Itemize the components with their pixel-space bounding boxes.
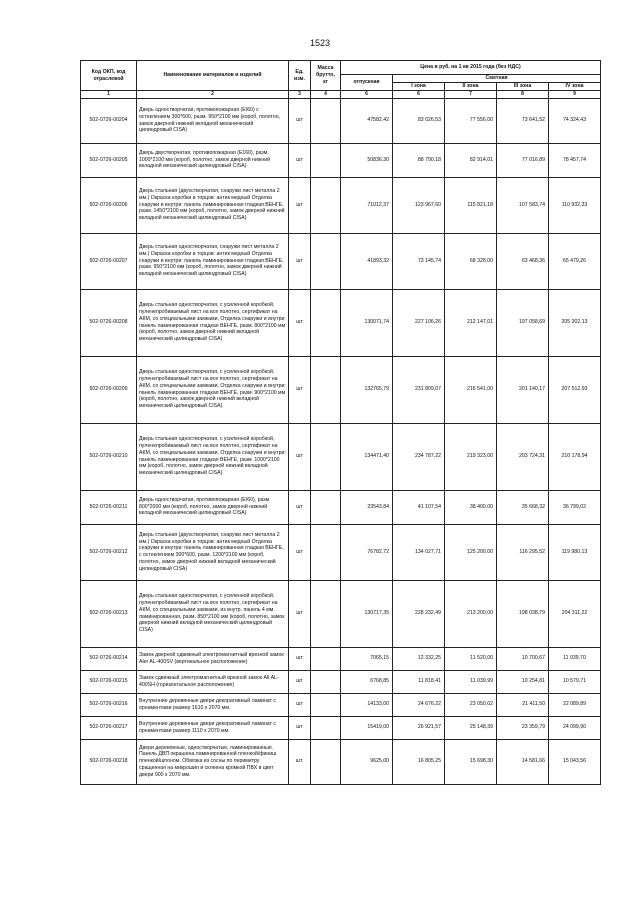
table-row bbox=[81, 739, 601, 784]
unit: шт bbox=[289, 423, 311, 490]
table-body bbox=[81, 98, 601, 784]
table-row bbox=[81, 647, 601, 670]
okp-code: 502-0726-00206 bbox=[81, 177, 137, 233]
okp-code: 502-0726-00210 bbox=[81, 423, 137, 490]
unit: шт bbox=[289, 233, 311, 289]
okp-code: 502-0726-00212 bbox=[81, 524, 137, 580]
okp-code: 502-0726-00215 bbox=[81, 670, 137, 693]
zone-4-price: 205 302,13 bbox=[549, 289, 601, 356]
okp-code: 502-0726-00218 bbox=[81, 739, 137, 784]
header-release: отпускная bbox=[341, 75, 393, 91]
unit: шт bbox=[289, 580, 311, 647]
zone-4-price: 119 980,13 bbox=[549, 524, 601, 580]
release-price: 50836,30 bbox=[341, 143, 393, 177]
unit: шт bbox=[289, 670, 311, 693]
zone-3-price: 14 581,66 bbox=[497, 739, 549, 784]
gross-mass bbox=[311, 716, 341, 739]
gross-mass bbox=[311, 98, 341, 143]
unit: шт bbox=[289, 490, 311, 524]
gross-mass bbox=[311, 670, 341, 693]
zone-3-price: 107 583,74 bbox=[497, 177, 549, 233]
gross-mass bbox=[311, 423, 341, 490]
zone-2-price: 212 147,01 bbox=[445, 289, 497, 356]
gross-mass bbox=[311, 490, 341, 524]
okp-code: 502-0726-00205 bbox=[81, 143, 137, 177]
zone-1-price: 123 967,60 bbox=[393, 177, 445, 233]
zone-4-price: 110 932,33 bbox=[549, 177, 601, 233]
item-name: Дверь стальная одностворчатая, с усиленной коробкой, пуленепробиваемый лист на все полотно, сертификат на АКМ, со специальными замками, Отделка снаружи и внутри: панель ламинированная гладкая ВЕНГЕ, разм. 1000*2100 мм (короб, полотно, замок дверной нижний вкладной механический цилиндровый CISA) bbox=[137, 423, 289, 490]
okp-code: 502-0726-00213 bbox=[81, 580, 137, 647]
zone-3-price: 77 016,89 bbox=[497, 143, 549, 177]
zone-3-price: 21 411,50 bbox=[497, 693, 549, 716]
zone-3-price: 23 359,79 bbox=[497, 716, 549, 739]
table-row bbox=[81, 490, 601, 524]
zone-4-price: 65 479,26 bbox=[549, 233, 601, 289]
zone-2-price: 23 050,02 bbox=[445, 693, 497, 716]
okp-code: 502-0726-00214 bbox=[81, 647, 137, 670]
zone-2-price: 11 039,99 bbox=[445, 670, 497, 693]
item-name: Дверь стальная одностворчатая, с усиленной коробкой, пуленепробиваемый лист на все полотно, сертификат на АКМ, со специальными замками, Отделка снаружи и внутри: панель ламинированная гладкая ВЕНГЕ, разм. 900*2100 мм (короб, полотно, замок дверной нижний вкладной механический цилиндровый CISA) bbox=[137, 356, 289, 423]
column-number: 9 bbox=[549, 91, 601, 99]
release-price: 47582,42 bbox=[341, 98, 393, 143]
item-name: Дверь стальная одностворчатая, с усиленной коробкой, пуленепробиваемый лист на все полотно, сертификат на АКМ, со специальными замками, Отделка снаружи и внутри: панель ламинированная гладкая ВЕНГЕ, разм. 800*2100 мм (короб, полотно, замок дверной нижний вкладной механический цилиндровый CISA) bbox=[137, 289, 289, 356]
gross-mass bbox=[311, 693, 341, 716]
zone-1-price: 41 107,54 bbox=[393, 490, 445, 524]
gross-mass bbox=[311, 356, 341, 423]
item-name: Замок дверной сдвижный электромагнитный врезной замок Aler AL-400SV (вертикальное расположение) bbox=[137, 647, 289, 670]
column-number: 6 bbox=[341, 91, 393, 99]
item-name: Дверь стальная одностворчатая, снаружи лист металла 2 мм.) Окраска коробки и торцов: антик медный Отделка снаружи и внутри: панель ламинированная гладкая ВЕНГЕ, разм. 950*2100 мм (короб, полотно, замок дверной нижний вкладной механический цилиндровый CISA) bbox=[137, 233, 289, 289]
header-name: Наименование материалов и изделий bbox=[137, 61, 289, 91]
zone-1-price: 134 027,71 bbox=[393, 524, 445, 580]
okp-code: 502-0726-00209 bbox=[81, 356, 137, 423]
table-row bbox=[81, 98, 601, 143]
item-name: Внутренние деревянные двери декоративный ламинат с орнаментами размер 1110 х 2070 мм. bbox=[137, 716, 289, 739]
okp-code: 502-0726-00208 bbox=[81, 289, 137, 356]
zone-3-price: 35 668,32 bbox=[497, 490, 549, 524]
zone-4-price: 207 512,93 bbox=[549, 356, 601, 423]
item-name: Дверь двустворчатая, противопожарная (Е160), разм. 1000*2100 мм (короб, полотно, замок дверной нижний вкладной механический цилиндровый CISA) bbox=[137, 143, 289, 177]
table-row bbox=[81, 423, 601, 490]
table-row bbox=[81, 289, 601, 356]
gross-mass bbox=[311, 524, 341, 580]
zone-1-price: 227 106,26 bbox=[393, 289, 445, 356]
zone-1-price: 16 805,25 bbox=[393, 739, 445, 784]
zone-4-price: 22 089,89 bbox=[549, 693, 601, 716]
item-name: Внутренние деревянные двери декоративный ламинат с орнаментами размер 1610 х 2070 мм. bbox=[137, 693, 289, 716]
column-number: 8 bbox=[497, 91, 549, 99]
zone-2-price: 25 148,39 bbox=[445, 716, 497, 739]
gross-mass bbox=[311, 580, 341, 647]
okp-code: 502-0726-00211 bbox=[81, 490, 137, 524]
unit: шт bbox=[289, 143, 311, 177]
zone-3-price: 63 468,36 bbox=[497, 233, 549, 289]
zone-1-price: 83 026,53 bbox=[393, 98, 445, 143]
zone-4-price: 24 099,90 bbox=[549, 716, 601, 739]
table-row bbox=[81, 177, 601, 233]
zone-4-price: 36 799,02 bbox=[549, 490, 601, 524]
zone-1-price: 11 818,41 bbox=[393, 670, 445, 693]
page-number: 1523 bbox=[309, 38, 331, 48]
zone-2-price: 216 541,00 bbox=[445, 356, 497, 423]
zone-4-price: 210 178,94 bbox=[549, 423, 601, 490]
zone-4-price: 11 039,70 bbox=[549, 647, 601, 670]
column-number: 4 bbox=[311, 91, 341, 99]
zone-2-price: 219 323,00 bbox=[445, 423, 497, 490]
header-code: Код ОКП, код отраслевой bbox=[81, 61, 137, 91]
unit: шт bbox=[289, 524, 311, 580]
gross-mass bbox=[311, 289, 341, 356]
zone-2-price: 68 328,00 bbox=[445, 233, 497, 289]
zone-3-price: 73 641,52 bbox=[497, 98, 549, 143]
zone-3-price: 198 038,79 bbox=[497, 580, 549, 647]
item-name: Дверь одностворчатая, противопожарная (EI60) с остеклением 300*600, разм. 950*2100 мм (короб, полотно, замок дверной нижний вкладной механический цилиндровый CISA) bbox=[137, 98, 289, 143]
zone-4-price: 10 579,71 bbox=[549, 670, 601, 693]
gross-mass bbox=[311, 739, 341, 784]
release-price: 15419,00 bbox=[341, 716, 393, 739]
unit: шт bbox=[289, 177, 311, 233]
header-estimate: Сметная bbox=[393, 75, 601, 83]
release-price: 130071,74 bbox=[341, 289, 393, 356]
unit: шт bbox=[289, 716, 311, 739]
table-row bbox=[81, 716, 601, 739]
table-row bbox=[81, 524, 601, 580]
column-number: 7 bbox=[445, 91, 497, 99]
zone-2-price: 77 556,00 bbox=[445, 98, 497, 143]
unit: шт bbox=[289, 647, 311, 670]
zone-1-price: 228 232,49 bbox=[393, 580, 445, 647]
gross-mass bbox=[311, 647, 341, 670]
okp-code: 502-0726-00204 bbox=[81, 98, 137, 143]
release-price: 23543,84 bbox=[341, 490, 393, 524]
column-number: 1 bbox=[81, 91, 137, 99]
unit: шт. bbox=[289, 739, 311, 784]
header-price-title: Цена в руб. на 1 кв 2015 года (без НДС) bbox=[341, 61, 601, 75]
release-price: 7065,15 bbox=[341, 647, 393, 670]
release-price: 132765,79 bbox=[341, 356, 393, 423]
header-zone-4: IV зона bbox=[549, 83, 601, 91]
zone-1-price: 12 332,25 bbox=[393, 647, 445, 670]
zone-4-price: 78 457,74 bbox=[549, 143, 601, 177]
release-price: 41893,32 bbox=[341, 233, 393, 289]
release-price: 71012,37 bbox=[341, 177, 393, 233]
zone-1-price: 231 809,07 bbox=[393, 356, 445, 423]
zone-2-price: 82 914,01 bbox=[445, 143, 497, 177]
item-name: Дверь стальная одностворчатая, с усиленной коробкой, пуленепробиваемый лист на все полотно, сертификат на АКМ, со специальными замками, из внутр. панель 4 мм. ламинированная, разм. 850*2100 мм (короб, полотно, замок дверной нижний вкладной механический цилиндровый CISA) bbox=[137, 580, 289, 647]
price-table bbox=[80, 60, 601, 785]
zone-2-price: 213 200,00 bbox=[445, 580, 497, 647]
zone-1-price: 26 921,57 bbox=[393, 716, 445, 739]
unit: шт bbox=[289, 98, 311, 143]
okp-code: 502-0726-00217 bbox=[81, 716, 137, 739]
okp-code: 502-0726-00207 bbox=[81, 233, 137, 289]
zone-2-price: 15 698,30 bbox=[445, 739, 497, 784]
header-zone-1: I зона bbox=[393, 83, 445, 91]
table-row bbox=[81, 233, 601, 289]
header-zone-2: II зона bbox=[445, 83, 497, 91]
zone-3-price: 203 724,31 bbox=[497, 423, 549, 490]
zone-4-price: 74 324,43 bbox=[549, 98, 601, 143]
zone-1-price: 24 676,22 bbox=[393, 693, 445, 716]
gross-mass bbox=[311, 233, 341, 289]
item-name: Замок сдвижный электромагнитный врезной замок Alt AL-400SH (горизонтальное расположение) bbox=[137, 670, 289, 693]
header-unit: Ед. изм. bbox=[289, 61, 311, 91]
zone-3-price: 201 140,17 bbox=[497, 356, 549, 423]
item-name: Дверь стальная (двухстворчатая, снаружи лист металла 2 мм.) Окраска коробки и торцов: антик медный Отделка снаружи и внутри: панель ламинированная гладкая ВЕНГЕ, с остеклением 300*600, разм. 1200*2100 мм (короб, полотно, замок дверной нижний вкладной механический цилиндровый CISA) bbox=[137, 524, 289, 580]
table-row bbox=[81, 580, 601, 647]
release-price: 130717,35 bbox=[341, 580, 393, 647]
item-name: Дверь стальная (двухстворчатая, снаружи лист металла 2 мм.) Окраска коробки и торцов: антик медный Отделка снаружи и внутри: панель ламинированная гладкая ВЕНГЕ, разм. 1450*2100 мм (короб, полотно, замок дверной нижний вкладной механический цилиндровый CISA) bbox=[137, 177, 289, 233]
unit: шт bbox=[289, 693, 311, 716]
zone-1-price: 73 145,74 bbox=[393, 233, 445, 289]
zone-2-price: 11 520,00 bbox=[445, 647, 497, 670]
zone-1-price: 88 790,18 bbox=[393, 143, 445, 177]
unit: шт bbox=[289, 356, 311, 423]
table-row bbox=[81, 693, 601, 716]
zone-4-price: 15 043,56 bbox=[549, 739, 601, 784]
zone-3-price: 10 254,81 bbox=[497, 670, 549, 693]
item-name: Дверь одностворчатая, противопожарная (EI60), разм. 800*2000 мм (короб, полотно, замок дверной нижний вкладной механический цилиндровый CISA) bbox=[137, 490, 289, 524]
zone-3-price: 116 295,52 bbox=[497, 524, 549, 580]
zone-2-price: 115 821,18 bbox=[445, 177, 497, 233]
header-mass: Масса брутто, кг bbox=[311, 61, 341, 91]
release-price: 134471,40 bbox=[341, 423, 393, 490]
item-name: Двери деревянные, одностворчатые, ламинированные. Панель ДВП окрашена ламинированной пленкой/финиш пленкой/шпоном. Обвязка из сосны по периметру сращенная на микрошип и склеена кромкой ПВХ в цвет двери 900 х 2070 мм. bbox=[137, 739, 289, 784]
column-number: 3 bbox=[289, 91, 311, 99]
release-price: 76782,72 bbox=[341, 524, 393, 580]
release-price: 9625,00 bbox=[341, 739, 393, 784]
table-row bbox=[81, 356, 601, 423]
column-number: 2 bbox=[137, 91, 289, 99]
zone-2-price: 38 400,00 bbox=[445, 490, 497, 524]
header-zone-3: III зона bbox=[497, 83, 549, 91]
table-row bbox=[81, 143, 601, 177]
unit: шт bbox=[289, 289, 311, 356]
zone-3-price: 197 058,69 bbox=[497, 289, 549, 356]
column-number: 6 bbox=[393, 91, 445, 99]
release-price: 14133,00 bbox=[341, 693, 393, 716]
okp-code: 502-0726-00216 bbox=[81, 693, 137, 716]
zone-2-price: 125 200,00 bbox=[445, 524, 497, 580]
gross-mass bbox=[311, 143, 341, 177]
release-price: 6768,85 bbox=[341, 670, 393, 693]
zone-3-price: 10 700,67 bbox=[497, 647, 549, 670]
gross-mass bbox=[311, 177, 341, 233]
zone-1-price: 234 787,22 bbox=[393, 423, 445, 490]
zone-4-price: 204 311,22 bbox=[549, 580, 601, 647]
table-row bbox=[81, 670, 601, 693]
